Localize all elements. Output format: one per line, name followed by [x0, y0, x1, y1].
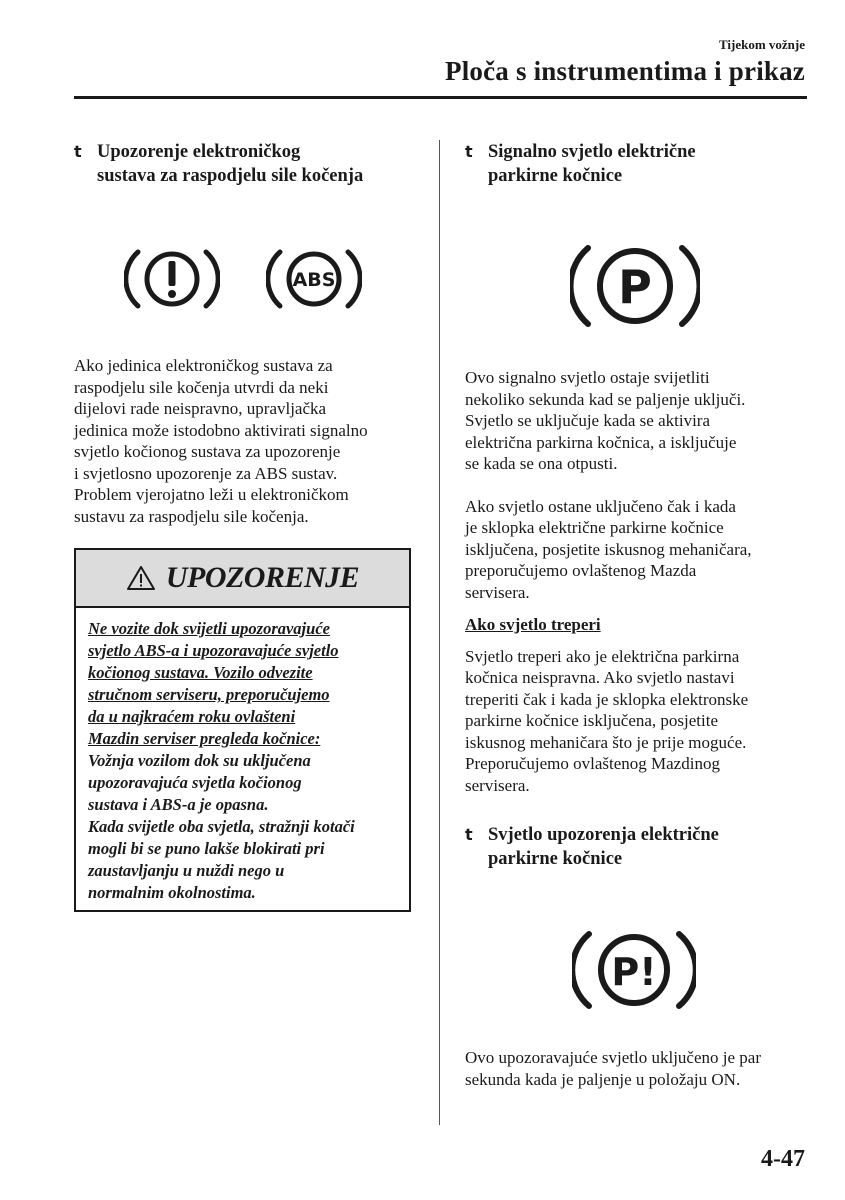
warning-underlined-text — [88, 618, 397, 750]
text-line: Ovo signalno svjetlo ostaje svijetliti — [465, 368, 710, 387]
page-number: 4-47 — [761, 1146, 805, 1172]
text-line: jedinica može istodobno aktivirati signalno — [74, 420, 368, 440]
heading-line: Signalno svjetlo električne — [488, 142, 696, 162]
text-line: Preporučujemo ovlaštenog Mazdinog — [465, 754, 720, 773]
warning-title: UPOZORENJE — [165, 561, 360, 594]
text-line: zaustavljanju u nuždi nego u — [88, 861, 285, 880]
text-line: nekoliko sekunda kad se paljenje uključi. — [465, 389, 746, 409]
text-line: je sklopka električne parkirne kočnice — [465, 518, 724, 537]
text-line: Ako svjetlo ostane uključeno čak i kada — [465, 496, 736, 516]
warning-box — [74, 548, 411, 912]
right-para-4 — [465, 1047, 810, 1090]
text-line: Svjetlo treperi ako je električna parkirna — [465, 646, 740, 666]
right-heading-1 — [465, 140, 810, 188]
parking-brake-icon — [570, 238, 700, 334]
right-heading-2 — [465, 823, 810, 871]
text-line: stručnom serviseru, preporučujemo — [88, 685, 330, 704]
warning-plain-text — [88, 750, 397, 904]
text-line: Problem vjerojatno leži u elektroničkom — [74, 485, 349, 504]
text-line: sustava i ABS-a je opasna. — [88, 795, 269, 814]
text-line: se kada se ona otpusti. — [465, 454, 618, 473]
right-section2 — [465, 823, 810, 871]
text-line: dijelovi rade neispravno, upravljačka — [74, 399, 327, 418]
abs-icon-label: ABS — [292, 269, 336, 291]
abs-icon — [266, 244, 362, 314]
text-line: normalnim okolnostima. — [88, 883, 256, 902]
text-line: i svjetlosno upozorenje za ABS sustav. — [74, 463, 338, 483]
heading-line: parkirne kočnice — [488, 849, 623, 869]
text-line: Svjetlo se uključuje kada se aktivira — [465, 411, 711, 430]
text-line: da u najkraćem roku ovlašteni — [88, 707, 296, 726]
right-column — [465, 140, 810, 188]
right-para-1 — [465, 367, 810, 475]
text-line: isključena, posjetite iskusnog mehaničara, — [465, 539, 752, 559]
text-line: Mazdin serviser pregleda kočnice: — [88, 729, 321, 748]
warning-triangle-icon — [126, 565, 156, 591]
text-line: svjetlo kočionog sustava za upozorenje — [74, 442, 341, 461]
parking-brake-warning-icon-label: P! — [611, 950, 657, 994]
text-line: kočnica neispravna. Ako svjetlo nastavi — [465, 668, 735, 687]
parking-brake-icon-label: P — [618, 260, 652, 314]
left-body-text — [74, 355, 419, 527]
title-rule — [74, 96, 807, 99]
column-divider — [439, 140, 440, 1125]
heading-line: Upozorenje elektroničkog — [97, 142, 301, 162]
text-line: Vožnja vozilom dok su uključena — [88, 751, 311, 770]
bullet-mark: t — [465, 142, 473, 161]
right-para-2 — [465, 496, 810, 604]
text-line: svjetlo ABS-a i upozoravajuće svjetlo — [88, 641, 339, 660]
bullet-mark: t — [74, 142, 82, 161]
text-line: Ako jedinica elektroničkog sustava za — [74, 356, 333, 375]
left-column — [74, 140, 414, 188]
text-line: kočionog sustava. Vozilo odvezite — [88, 663, 313, 682]
text-line: raspodjelu sile kočenja utvrdi da neki — [74, 377, 329, 397]
text-line: servisera. — [465, 775, 530, 795]
parking-brake-warning-icon — [572, 925, 696, 1015]
page-title: Ploča s instrumentima i prikaz — [445, 56, 805, 86]
text-line: iskusnog mehaničara što je prije moguće. — [465, 732, 747, 752]
left-heading — [74, 140, 414, 188]
text-line: sekunda kada je paljenje u položaju ON. — [465, 1069, 741, 1089]
text-line: parkirne kočnice isključena, posjetite — [465, 711, 719, 730]
text-line: servisera. — [465, 582, 530, 602]
right-para-3 — [465, 646, 810, 797]
heading-line: parkirne kočnice — [488, 166, 623, 186]
blinking-subheading: Ako svjetlo treperi — [465, 615, 601, 634]
bullet-mark: t — [465, 825, 473, 844]
warning-body — [76, 608, 409, 904]
left-body — [74, 355, 419, 527]
heading-line: Svjetlo upozorenja električne — [488, 825, 719, 845]
heading-line: sustava za raspodjelu sile kočenja — [97, 166, 364, 186]
brake-warning-icon — [124, 244, 220, 314]
text-line: upozoravajuća svjetla kočionog — [88, 773, 302, 792]
text-line: Ovo upozoravajuće svjetlo uključeno je par — [465, 1048, 761, 1067]
right-section2-body — [465, 1047, 810, 1090]
text-line: električna parkirna kočnica, a isključuje — [465, 432, 737, 452]
text-line: Kada svijetle oba svjetla, stražnji kotači — [88, 817, 355, 836]
text-line: sustavu za raspodjelu sile kočenja. — [74, 506, 309, 526]
text-line: treperiti čak i kada je sklopka elektronske — [465, 689, 749, 709]
text-line: Ne vozite dok svijetli upozoravajuće — [88, 619, 330, 638]
right-section1-body — [465, 367, 810, 796]
text-line: mogli bi se puno lakše blokirati pri — [88, 839, 325, 858]
warning-header — [76, 550, 409, 608]
text-line: preporučujemo ovlaštenog Mazda — [465, 561, 697, 580]
section-label: Tijekom vožnje — [718, 37, 805, 52]
brake-icons-row — [124, 244, 369, 314]
